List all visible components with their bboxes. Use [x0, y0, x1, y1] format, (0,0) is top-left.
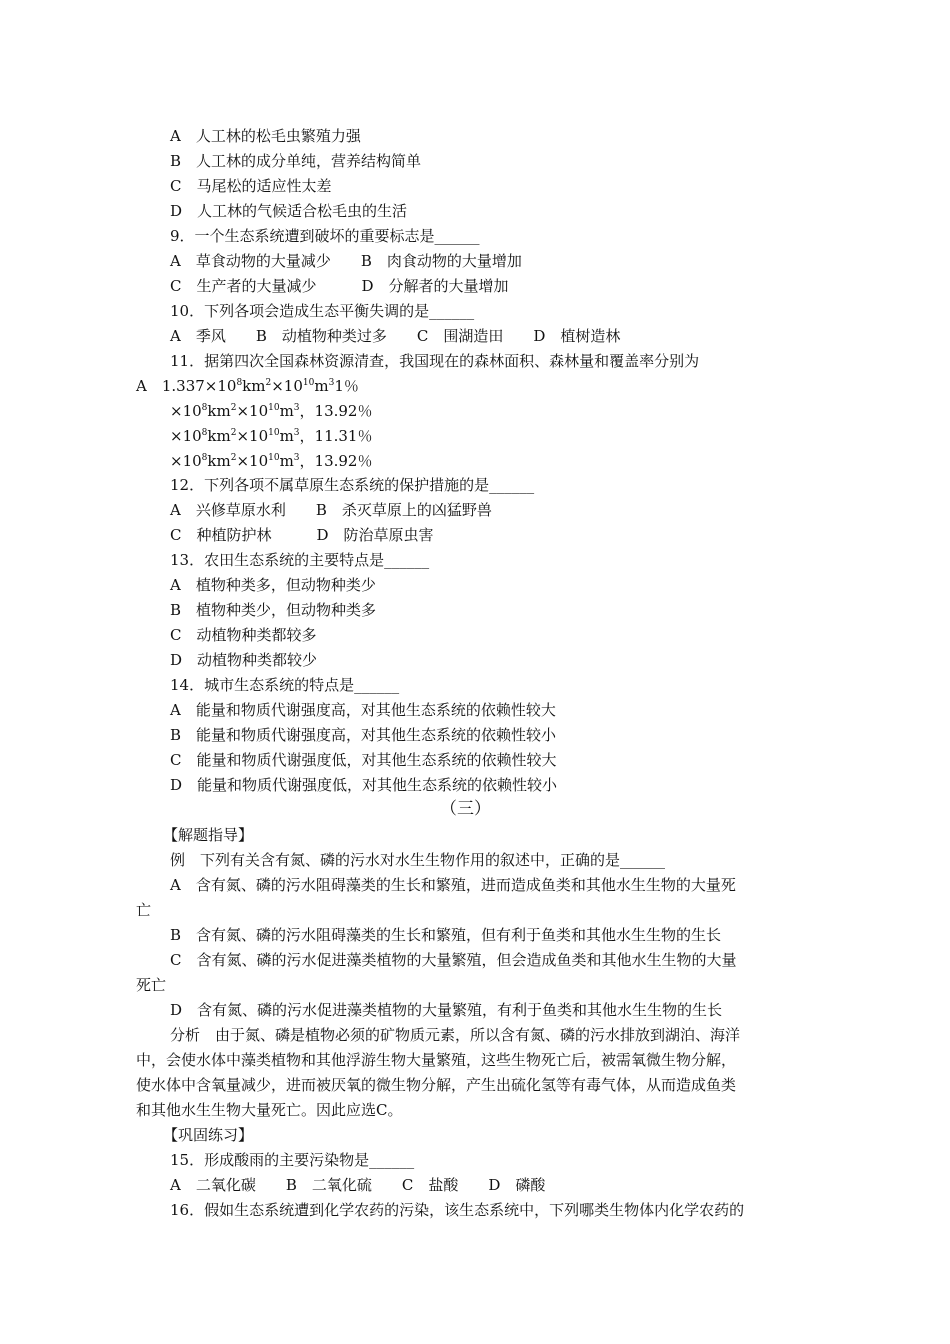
option-line: C 能量和物质代谢强度低，对其他生态系统的依赖性较大	[170, 751, 557, 769]
analysis-paragraph: 和其他水生生物大量死亡。因此应选C。	[136, 1101, 403, 1119]
question-11: 11．据第四次全国森林资源清查，我国现在的森林面积、森林量和覆盖率分别为	[170, 352, 700, 370]
option-line: D 人工林的气候适合松毛虫的生活	[170, 202, 408, 220]
section-title: （三）	[440, 799, 491, 819]
option-line: C 生产者的大量减少 D 分解者的大量增加	[170, 277, 509, 295]
question-12: 12．下列各项不属草原生态系统的保护措施的是______	[170, 476, 535, 494]
option-line: A 兴修草原水利 B 杀灭草原上的凶猛野兽	[170, 501, 492, 519]
option-line: B 人工林的成分单纯，营养结构简单	[170, 152, 422, 170]
option-line: C 马尾松的适应性太差	[170, 177, 332, 195]
analysis-paragraph: 中，会使水体中藻类植物和其他浮游生物大量繁殖，这些生物死亡后，被需氧微生物分解，	[136, 1051, 737, 1069]
option-line: A 人工林的松毛虫繁殖力强	[170, 127, 361, 145]
question-9: 9．一个生态系统遭到破坏的重要标志是______	[170, 227, 480, 245]
analysis-paragraph: 使水体中含氧量减少，进而被厌氧的微生物分解，产生出硫化氢等有毒气体，从而造成鱼类	[136, 1076, 737, 1094]
option-line: C 动植物种类都较多	[170, 626, 317, 644]
option-line: C 种植防护林 D 防治草原虫害	[170, 526, 434, 544]
example-option: B 含有氮、磷的污水阻碍藻类的生长和繁殖，但有利于鱼类和其他水生生物的生长	[170, 926, 722, 944]
practice-heading: 【巩固练习】	[163, 1126, 254, 1144]
option-line: A 二氧化碳 B 二氧化硫 C 盐酸 D 磷酸	[170, 1176, 546, 1194]
option-line: A 能量和物质代谢强度高，对其他生态系统的依赖性较大	[170, 701, 556, 719]
example-option: C 含有氮、磷的污水促进藻类植物的大量繁殖，但会造成鱼类和其他水生生物的大量	[170, 951, 737, 969]
analysis-paragraph: 分析 由于氮、磷是植物必须的矿物质元素，所以含有氮、磷的污水排放到湖泊、海洋	[170, 1026, 741, 1044]
q11-option-b: $\times 10^8km^2\times 10^{10}m^3$，13.92％	[170, 402, 373, 420]
example-option-cont: 亡	[136, 901, 152, 919]
option-line: B 植物种类少，但动物种类多	[170, 601, 377, 619]
question-10: 10．下列各项会造成生态平衡失调的是______	[170, 302, 475, 320]
question-16: 16．假如生态系统遭到化学农药的污染，该生态系统中，下列哪类生物体内化学农药的	[170, 1201, 745, 1219]
example-option-cont: 死亡	[136, 976, 167, 994]
question-13: 13．农田生态系统的主要特点是______	[170, 551, 430, 569]
option-line: B 能量和物质代谢强度高，对其他生态系统的依赖性较小	[170, 726, 557, 744]
q11-option-a: A $1.337\times 10^8km^2\times 10^{10}m^31$％	[136, 377, 359, 395]
option-line: A 草食动物的大量减少 B 肉食动物的大量增加	[170, 252, 522, 270]
guide-heading: 【解题指导】	[163, 826, 254, 844]
example-question: 例 下列有关含有氮、磷的污水对水生生物作用的叙述中，正确的是______	[170, 851, 666, 869]
q11-option-c: $\times 10^8km^2\times 10^{10}m^3$，11.31％	[170, 427, 373, 445]
example-option: A 含有氮、磷的污水阻碍藻类的生长和繁殖，进而造成鱼类和其他水生生物的大量死	[170, 876, 736, 894]
option-line: A 季风 B 动植物种类过多 C 围湖造田 D 植树造林	[170, 327, 621, 345]
option-line: A 植物种类多，但动物种类少	[170, 576, 376, 594]
example-option: D 含有氮、磷的污水促进藻类植物的大量繁殖，有利于鱼类和其他水生生物的生长	[170, 1001, 723, 1019]
option-line: D 能量和物质代谢强度低，对其他生态系统的依赖性较小	[170, 776, 558, 794]
q11-option-d: $\times 10^8km^2\times 10^{10}m^3$，13.92％	[170, 452, 373, 470]
question-14: 14．城市生态系统的特点是______	[170, 676, 400, 694]
question-15: 15．形成酸雨的主要污染物是______	[170, 1151, 415, 1169]
option-line: D 动植物种类都较少	[170, 651, 318, 669]
